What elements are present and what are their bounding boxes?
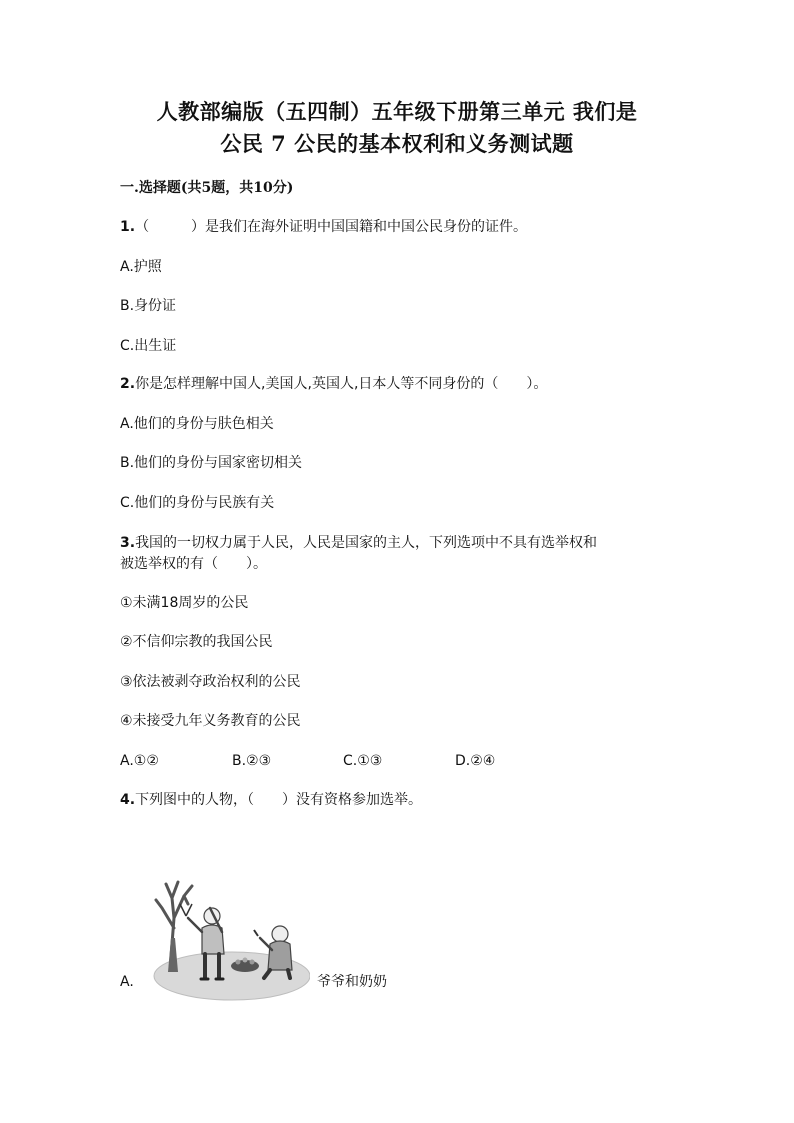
question-4-option-a-letter: A.: [120, 974, 134, 990]
question-text: （ ）是我们在海外证明中国国籍和中国公民身份的证件。: [135, 219, 528, 235]
question-3-statement-2: ②不信仰宗教的我国公民: [120, 634, 273, 650]
question-3-option-c: C.①③: [343, 753, 383, 769]
question-number: 1.: [120, 219, 136, 235]
question-1-option-a: A.护照: [120, 259, 162, 275]
page-title-line-1: 人教部编版（五四制）五年级下册第三单元 我们是: [156, 99, 638, 124]
question-1: [120, 217, 527, 237]
question-number: 3.: [120, 535, 136, 551]
question-4-option-a-caption: 爷爷和奶奶: [317, 974, 387, 990]
section-heading: 一.选择题(共5题，共10分): [120, 180, 294, 196]
question-2: [120, 374, 547, 394]
question-2-option-c: C.他们的身份与民族有关: [120, 495, 275, 511]
question-3-statement-4: ④未接受九年义务教育的公民: [120, 713, 301, 729]
question-3-text-line-2: 被选举权的有（ ）。: [120, 556, 267, 572]
question-3: [120, 533, 597, 553]
question-text: 下列图中的人物，（ ）没有资格参加选举。: [135, 792, 423, 808]
question-1-option-c: C.出生证: [120, 338, 177, 354]
question-2-option-b: B.他们的身份与国家密切相关: [120, 455, 303, 471]
question-text: 你是怎样理解中国人,美国人,英国人,日本人等不同身份的（ ）。: [135, 376, 548, 392]
question-3-option-b: B.②③: [232, 753, 272, 769]
question-3-statement-3: ③依法被剥夺政治权利的公民: [120, 674, 301, 690]
question-4: [120, 790, 422, 810]
question-2-option-a: A.他们的身份与肤色相关: [120, 416, 274, 432]
question-3-statement-1: ①未满18周岁的公民: [120, 595, 249, 611]
question-3-option-a: A.①②: [120, 753, 159, 769]
question-3-option-d: D.②④: [455, 753, 496, 769]
question-1-option-b: B.身份证: [120, 298, 177, 314]
question-number: 4.: [120, 792, 136, 808]
question-number: 2.: [120, 376, 136, 392]
grandparents-gardening-illustration: [150, 878, 310, 1003]
question-text-line-1: 我国的一切权力属于人民，人民是国家的主人，下列选项中不具有选举权和: [135, 535, 598, 551]
page-title-line-2: 公民 7 公民的基本权利和义务测试题: [220, 131, 574, 156]
